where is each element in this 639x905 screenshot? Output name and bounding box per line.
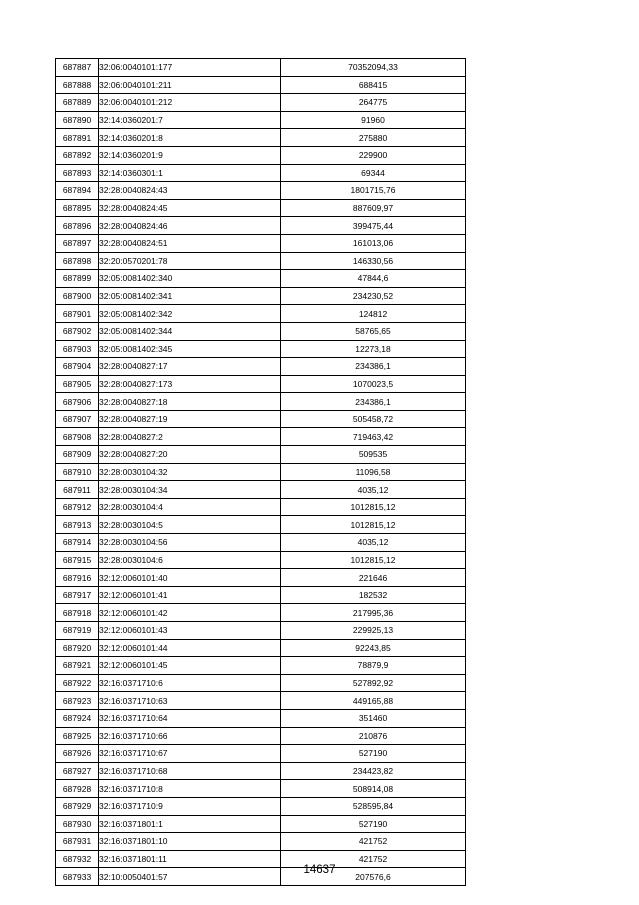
cadastral-number-cell: 32:12:0060101:44	[99, 639, 281, 657]
value-cell: 221646	[281, 569, 466, 587]
value-cell: 69344	[281, 164, 466, 182]
value-cell: 12273,18	[281, 340, 466, 358]
row-id-cell: 687914	[56, 534, 99, 552]
cadastral-number-cell: 32:14:0360301:1	[99, 164, 281, 182]
value-cell: 78879,9	[281, 657, 466, 675]
cadastral-number-cell: 32:16:0371801:11	[99, 850, 281, 868]
value-cell: 527190	[281, 815, 466, 833]
value-cell: 509535	[281, 446, 466, 464]
value-cell: 161013,06	[281, 234, 466, 252]
cadastral-number-cell: 32:16:0371710:63	[99, 692, 281, 710]
value-cell: 1801715,76	[281, 182, 466, 200]
row-id-cell: 687903	[56, 340, 99, 358]
value-cell: 4035,12	[281, 534, 466, 552]
cadastral-number-cell: 32:06:0040101:177	[99, 59, 281, 77]
table-row	[56, 164, 466, 182]
table-row	[56, 692, 466, 710]
table-row	[56, 604, 466, 622]
table-row	[56, 463, 466, 481]
cadastral-number-cell: 32:14:0360201:9	[99, 146, 281, 164]
value-cell: 11096,58	[281, 463, 466, 481]
table-row	[56, 322, 466, 340]
row-id-cell: 687892	[56, 146, 99, 164]
cadastral-number-cell: 32:05:0081402:341	[99, 287, 281, 305]
value-cell: 70352094,33	[281, 59, 466, 77]
row-id-cell: 687916	[56, 569, 99, 587]
cadastral-number-cell: 32:28:0040827:20	[99, 446, 281, 464]
value-cell: 421752	[281, 850, 466, 868]
value-cell: 527190	[281, 745, 466, 763]
cadastral-number-cell: 32:05:0081402:345	[99, 340, 281, 358]
row-id-cell: 687911	[56, 481, 99, 499]
value-cell: 351460	[281, 709, 466, 727]
row-id-cell: 687932	[56, 850, 99, 868]
table-row	[56, 498, 466, 516]
value-cell: 234386,1	[281, 358, 466, 376]
table-row	[56, 182, 466, 200]
row-id-cell: 687922	[56, 674, 99, 692]
value-cell: 47844,6	[281, 270, 466, 288]
cadastral-number-cell: 32:05:0081402:342	[99, 305, 281, 323]
table-row	[56, 76, 466, 94]
cadastral-number-cell: 32:12:0060101:43	[99, 622, 281, 640]
row-id-cell: 687894	[56, 182, 99, 200]
table-row	[56, 375, 466, 393]
cadastral-number-cell: 32:28:0030104:34	[99, 481, 281, 499]
value-cell: 58765,65	[281, 322, 466, 340]
cadastral-number-cell: 32:16:0371710:67	[99, 745, 281, 763]
cadastral-number-cell: 32:16:0371710:68	[99, 762, 281, 780]
table-row	[56, 340, 466, 358]
cadastral-number-cell: 32:05:0081402:340	[99, 270, 281, 288]
table-row	[56, 234, 466, 252]
table-row	[56, 551, 466, 569]
table-row	[56, 762, 466, 780]
table-row	[56, 446, 466, 464]
row-id-cell: 687910	[56, 463, 99, 481]
value-cell: 508914,08	[281, 780, 466, 798]
cadastral-number-cell: 32:28:0040824:51	[99, 234, 281, 252]
row-id-cell: 687917	[56, 586, 99, 604]
cadastral-number-cell: 32:28:0040827:18	[99, 393, 281, 411]
row-id-cell: 687905	[56, 375, 99, 393]
cadastral-number-cell: 32:14:0360201:7	[99, 111, 281, 129]
cadastral-number-cell: 32:06:0040101:212	[99, 94, 281, 112]
value-cell: 688415	[281, 76, 466, 94]
cadastral-number-cell: 32:28:0030104:5	[99, 516, 281, 534]
table-row	[56, 146, 466, 164]
table-row	[56, 534, 466, 552]
records-table-body	[56, 59, 466, 886]
row-id-cell: 687912	[56, 498, 99, 516]
cadastral-number-cell: 32:10:0050401:57	[99, 868, 281, 886]
page-number: 14637	[303, 864, 336, 876]
row-id-cell: 687929	[56, 797, 99, 815]
value-cell: 264775	[281, 94, 466, 112]
table-row	[56, 59, 466, 77]
table-row	[56, 410, 466, 428]
table-row	[56, 270, 466, 288]
row-id-cell: 687924	[56, 709, 99, 727]
value-cell: 210876	[281, 727, 466, 745]
table-row	[56, 428, 466, 446]
table-row	[56, 622, 466, 640]
cadastral-number-cell: 32:28:0030104:56	[99, 534, 281, 552]
row-id-cell: 687895	[56, 199, 99, 217]
table-row	[56, 94, 466, 112]
table-row	[56, 657, 466, 675]
row-id-cell: 687913	[56, 516, 99, 534]
cadastral-number-cell: 32:16:0371801:10	[99, 833, 281, 851]
value-cell: 217995,36	[281, 604, 466, 622]
row-id-cell: 687926	[56, 745, 99, 763]
table-row	[56, 639, 466, 657]
value-cell: 4035,12	[281, 481, 466, 499]
value-cell: 229925,13	[281, 622, 466, 640]
row-id-cell: 687888	[56, 76, 99, 94]
cadastral-number-cell: 32:16:0371710:8	[99, 780, 281, 798]
table-row	[56, 833, 466, 851]
value-cell: 275880	[281, 129, 466, 147]
row-id-cell: 687899	[56, 270, 99, 288]
table-row	[56, 305, 466, 323]
value-cell: 421752	[281, 833, 466, 851]
value-cell: 1070023,5	[281, 375, 466, 393]
cadastral-number-cell: 32:06:0040101:211	[99, 76, 281, 94]
cadastral-number-cell: 32:28:0040824:45	[99, 199, 281, 217]
value-cell: 887609,97	[281, 199, 466, 217]
value-cell: 146330,56	[281, 252, 466, 270]
row-id-cell: 687933	[56, 868, 99, 886]
cadastral-number-cell: 32:28:0030104:32	[99, 463, 281, 481]
row-id-cell: 687920	[56, 639, 99, 657]
cadastral-number-cell: 32:28:0040824:43	[99, 182, 281, 200]
row-id-cell: 687908	[56, 428, 99, 446]
cadastral-number-cell: 32:05:0081402:344	[99, 322, 281, 340]
table-row	[56, 217, 466, 235]
value-cell: 124812	[281, 305, 466, 323]
table-row	[56, 129, 466, 147]
value-cell: 91960	[281, 111, 466, 129]
cadastral-number-cell: 32:28:0040827:17	[99, 358, 281, 376]
table-row	[56, 709, 466, 727]
value-cell: 527892,92	[281, 674, 466, 692]
row-id-cell: 687921	[56, 657, 99, 675]
row-id-cell: 687897	[56, 234, 99, 252]
row-id-cell: 687902	[56, 322, 99, 340]
table-row	[56, 745, 466, 763]
value-cell: 719463,42	[281, 428, 466, 446]
row-id-cell: 687906	[56, 393, 99, 411]
value-cell: 207576,6	[281, 868, 466, 886]
cadastral-number-cell: 32:14:0360201:8	[99, 129, 281, 147]
row-id-cell: 687927	[56, 762, 99, 780]
table-row	[56, 481, 466, 499]
table-row	[56, 252, 466, 270]
cadastral-number-cell: 32:12:0060101:45	[99, 657, 281, 675]
row-id-cell: 687907	[56, 410, 99, 428]
value-cell: 182532	[281, 586, 466, 604]
row-id-cell: 687918	[56, 604, 99, 622]
cadastral-number-cell: 32:28:0030104:6	[99, 551, 281, 569]
table-row	[56, 287, 466, 305]
value-cell: 1012815,12	[281, 551, 466, 569]
table-row	[56, 516, 466, 534]
cadastral-number-cell: 32:28:0040827:173	[99, 375, 281, 393]
row-id-cell: 687896	[56, 217, 99, 235]
row-id-cell: 687890	[56, 111, 99, 129]
value-cell: 449165,88	[281, 692, 466, 710]
cadastral-number-cell: 32:12:0060101:41	[99, 586, 281, 604]
row-id-cell: 687901	[56, 305, 99, 323]
value-cell: 1012815,12	[281, 516, 466, 534]
cadastral-number-cell: 32:12:0060101:42	[99, 604, 281, 622]
table-row	[56, 780, 466, 798]
table-row	[56, 674, 466, 692]
value-cell: 399475,44	[281, 217, 466, 235]
value-cell: 234386,1	[281, 393, 466, 411]
row-id-cell: 687919	[56, 622, 99, 640]
row-id-cell: 687898	[56, 252, 99, 270]
value-cell: 1012815,12	[281, 498, 466, 516]
table-row	[56, 586, 466, 604]
row-id-cell: 687887	[56, 59, 99, 77]
cadastral-number-cell: 32:28:0040824:46	[99, 217, 281, 235]
value-cell: 505458,72	[281, 410, 466, 428]
row-id-cell: 687891	[56, 129, 99, 147]
row-id-cell: 687923	[56, 692, 99, 710]
row-id-cell: 687900	[56, 287, 99, 305]
row-id-cell: 687925	[56, 727, 99, 745]
cadastral-number-cell: 32:20:0570201:78	[99, 252, 281, 270]
row-id-cell: 687930	[56, 815, 99, 833]
table-row	[56, 727, 466, 745]
cadastral-number-cell: 32:16:0371710:64	[99, 709, 281, 727]
row-id-cell: 687915	[56, 551, 99, 569]
table-row	[56, 393, 466, 411]
row-id-cell: 687904	[56, 358, 99, 376]
records-table	[55, 58, 466, 886]
table-row	[56, 569, 466, 587]
cadastral-number-cell: 32:16:0371710:66	[99, 727, 281, 745]
table-row	[56, 797, 466, 815]
cadastral-number-cell: 32:16:0371710:9	[99, 797, 281, 815]
value-cell: 234423,82	[281, 762, 466, 780]
cadastral-number-cell: 32:12:0060101:40	[99, 569, 281, 587]
table-row	[56, 358, 466, 376]
value-cell: 229900	[281, 146, 466, 164]
table-row	[56, 199, 466, 217]
cadastral-number-cell: 32:16:0371801:1	[99, 815, 281, 833]
cadastral-number-cell: 32:28:0030104:4	[99, 498, 281, 516]
cadastral-number-cell: 32:16:0371710:6	[99, 674, 281, 692]
value-cell: 92243,85	[281, 639, 466, 657]
row-id-cell: 687909	[56, 446, 99, 464]
row-id-cell: 687893	[56, 164, 99, 182]
value-cell: 528595,84	[281, 797, 466, 815]
table-row	[56, 815, 466, 833]
cadastral-number-cell: 32:28:0040827:2	[99, 428, 281, 446]
table-row	[56, 111, 466, 129]
value-cell: 234230,52	[281, 287, 466, 305]
cadastral-number-cell: 32:28:0040827:19	[99, 410, 281, 428]
row-id-cell: 687928	[56, 780, 99, 798]
row-id-cell: 687889	[56, 94, 99, 112]
row-id-cell: 687931	[56, 833, 99, 851]
